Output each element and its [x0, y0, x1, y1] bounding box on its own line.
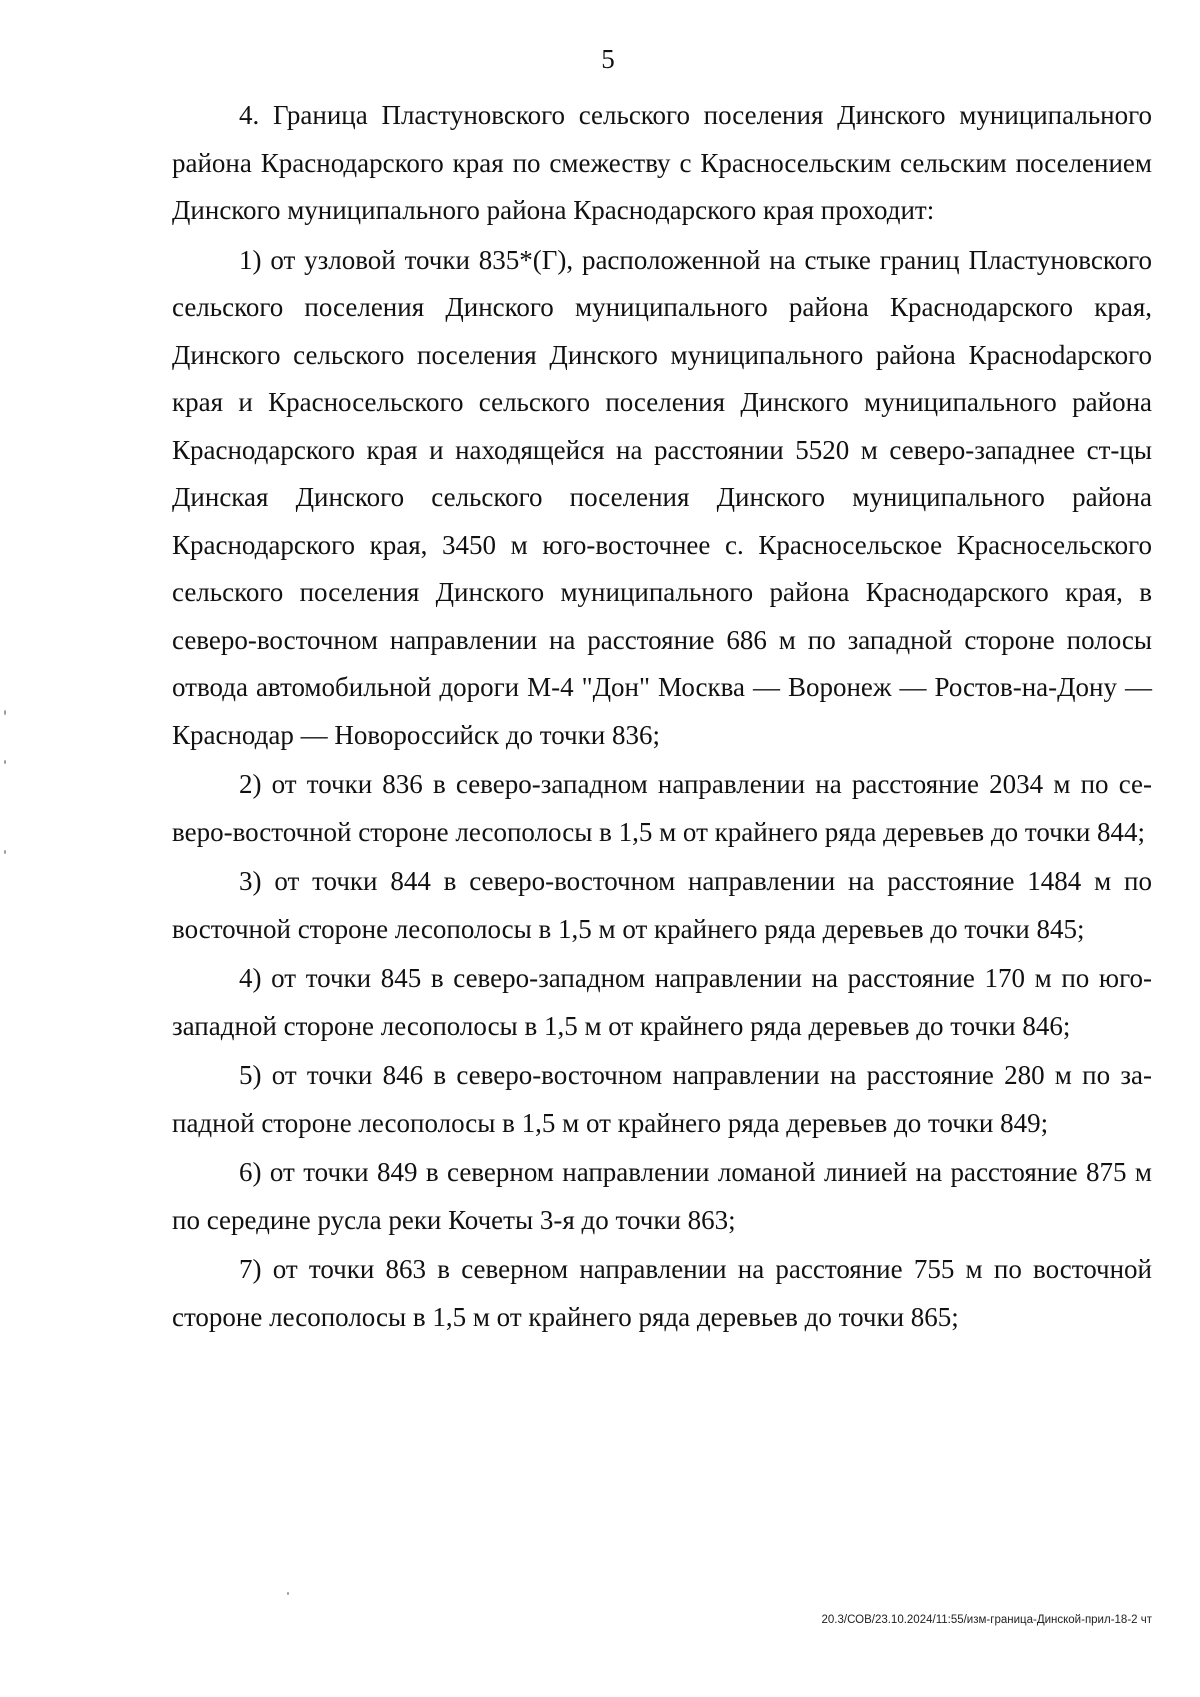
paragraph-boundary-intro: 4. Граница Пластуновского сельского поселения Динского муниципального района Краснодарского края по смежеству с Красносельским сельским поселением Динского муниципального района Краснодарского края проходит:: [172, 100, 1152, 225]
paragraph-item-5: 5) от точки 846 в северо-восточном направлении на расстояние 280 м по западной стороне лесополосы в 1,5 м от крайнего ряда деревьев до точки 849;: [172, 1060, 1152, 1138]
page-number: 5: [601, 44, 615, 74]
scan-speck: [4, 710, 6, 715]
scan-speck: [4, 850, 6, 854]
paragraph-item-2: 2) от точки 836 в северо-западном направлении на расстояние 2034 м по северо-восточной стороне лесополосы в 1,5 м от крайнего ряда деревьев до точки 844;: [172, 769, 1152, 847]
paragraph-item-7: 7) от точки 863 в северном направлении на расстояние 755 м по восточной стороне лесополосы в 1,5 м от крайнего ряда деревьев до точки 865;: [172, 1254, 1152, 1332]
paragraph-item-1: 1) от узловой точки 835*(Г), расположенной на стыке границ Пластуновского сельского поселения Динского муниципального района Краснодарского края, Динского сельского поселения Динского муниципального района Красноdарского края и Красносельского сельского поселения Динского муниципального района Краснодарского края и находящейся на расстоянии 5520 м северо-западнее ст-цы Динская Динского сельского поселения Динского муниципального района Краснодарского края, 3450 м юго-восточнее с. Красносельское Красносельского сельского поселения Динского муниципального района Краснодарского края, в северо-восточном направлении на расстояние 686 м по западной стороне полосы отвода автомобильной дороги М-4 "Дон" Москва — Воронеж — Ростов-на-Дону — Краснодар — Новороссийск до точки 836;: [172, 244, 1152, 750]
document-body: [172, 92, 1152, 1343]
scan-speck: [4, 760, 6, 764]
paragraph-item-4: 4) от точки 845 в северо-западном направлении на расстояние 170 м по юго-западной стороне лесополосы в 1,5 м от крайнего ряда деревьев до точки 846;: [172, 963, 1152, 1041]
paragraph-item-6: 6) от точки 849 в северном направлении ломаной линией на расстояние 875 м по середине русла реки Кочеты 3-я до точки 863;: [172, 1157, 1152, 1235]
paragraph-item-3: 3) от точки 844 в северо-восточном направлении на расстояние 1484 м по восточной стороне лесополосы в 1,5 м от крайнего ряда деревьев до точки 845;: [172, 866, 1152, 944]
scan-speck: [287, 1592, 289, 1595]
footer-document-stamp: 20.3/СОВ/23.10.2024/11:55/изм-граница-Динской-прил-18-2 чт: [821, 1614, 1152, 1626]
